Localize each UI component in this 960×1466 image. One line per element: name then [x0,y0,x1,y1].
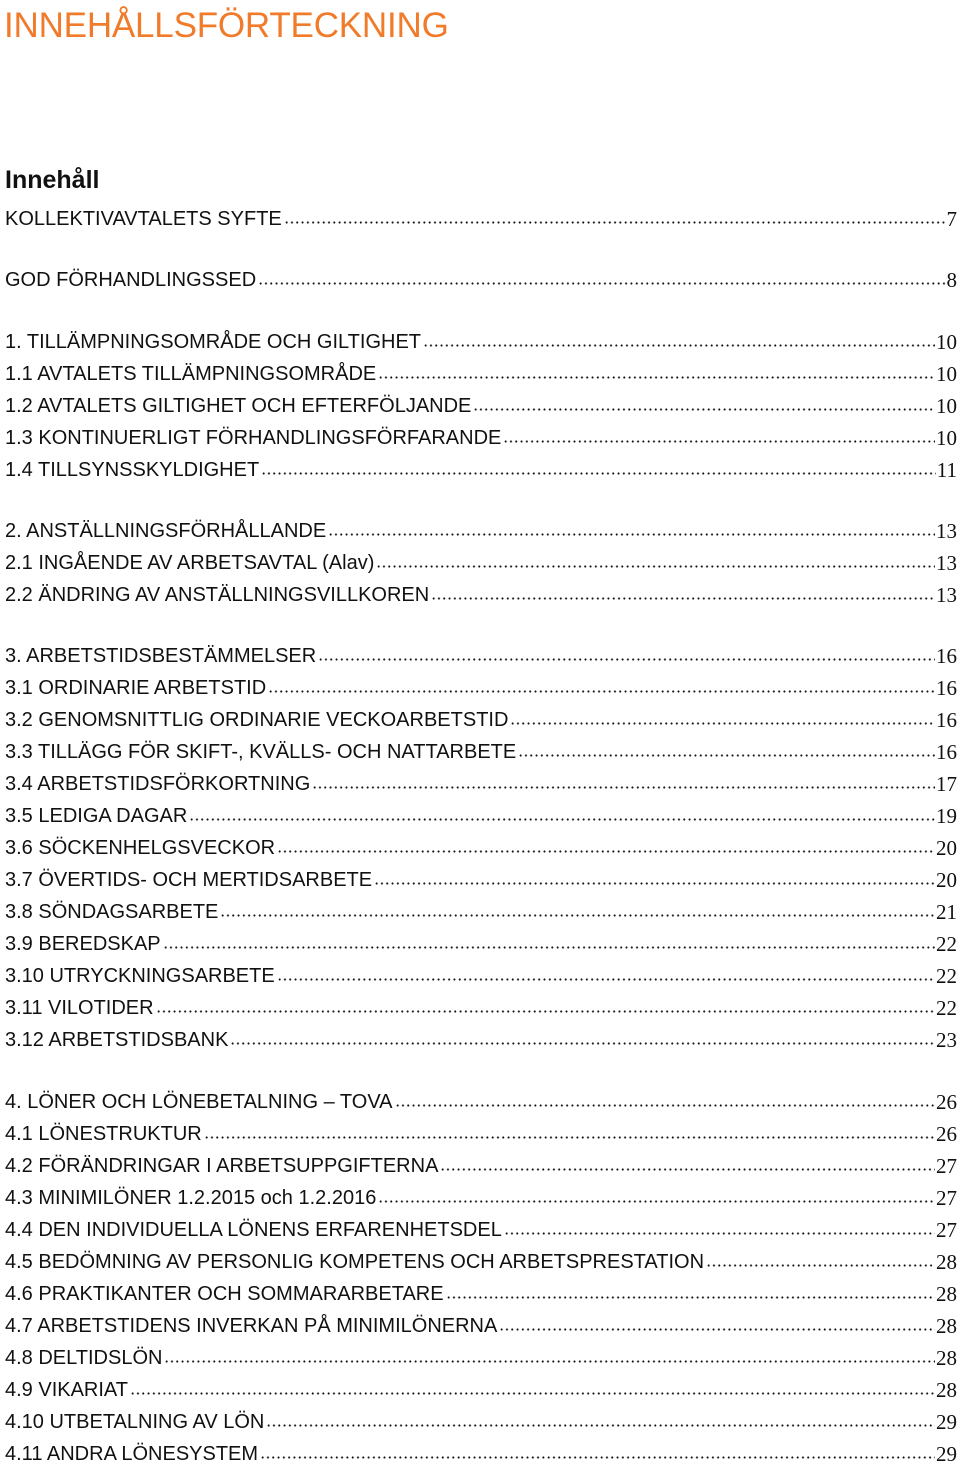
toc-dot-leader [163,945,935,950]
toc-page-number: 28 [936,1346,957,1370]
toc-entry[interactable] [5,547,957,575]
toc-entry[interactable] [5,928,957,956]
toc-dot-leader [277,849,935,854]
document-title: INNEHÅLLSFÖRTECKNING [4,6,449,45]
toc-entry-title: 4.2 FÖRÄNDRINGAR I ARBETSUPPGIFTERNA [5,1155,439,1177]
toc-entry[interactable] [5,896,957,924]
toc-dot-leader [378,375,935,380]
toc-entry[interactable] [5,768,957,796]
toc-entry-title: KOLLEKTIVAVTALETS SYFTE [5,208,282,230]
toc-page-number: 13 [936,519,957,543]
toc-entry[interactable] [5,422,957,450]
toc-page-number: 22 [936,932,957,956]
toc-entry[interactable] [5,515,957,543]
toc-entry[interactable] [5,1278,957,1306]
toc-dot-leader [499,1327,935,1332]
toc-entry-title: GOD FÖRHANDLINGSSED [5,269,257,291]
toc-entry[interactable] [5,992,957,1020]
toc-entry-title: 4. LÖNER OCH LÖNEBETALNING – TOVA [5,1091,393,1113]
toc-page-number: 27 [936,1218,957,1242]
toc-dot-leader [266,1423,935,1428]
toc-entry[interactable] [5,832,957,860]
toc-dot-leader [378,1199,935,1204]
toc-dot-leader [431,596,935,601]
toc-page-number: 28 [936,1282,957,1306]
toc-dot-leader [706,1263,935,1268]
toc-entry[interactable] [5,960,957,988]
toc-dot-leader [130,1391,935,1396]
toc-entry[interactable] [5,1374,957,1402]
toc-page-number: 7 [946,207,957,231]
toc-entry-title: 2.1 INGÅENDE AV ARBETSAVTAL (Alav) [5,552,375,574]
toc-entry[interactable] [5,579,957,607]
toc-entry[interactable] [5,800,957,828]
toc-entry-title: 3.5 LEDIGA DAGAR [5,805,188,827]
toc-page-number: 10 [936,426,957,450]
toc-page-number: 10 [936,394,957,418]
toc-dot-leader [318,657,935,662]
toc-dot-leader [268,689,935,694]
toc-page-number: 22 [936,964,957,988]
toc-page-number: 21 [936,900,957,924]
toc-dot-leader [258,281,945,286]
toc-page-number: 28 [936,1250,957,1274]
toc-dot-leader [504,1231,935,1236]
toc-entry-title: 3.11 VILOTIDER [5,997,154,1019]
toc-dot-leader [423,343,935,348]
toc-entry[interactable] [5,736,957,764]
toc-entry-title: 2.2 ÄNDRING AV ANSTÄLLNINGSVILLKOREN [5,584,430,606]
toc-entry[interactable] [5,358,957,386]
toc-page-number: 26 [936,1122,957,1146]
toc-dot-leader [328,532,935,537]
toc-dot-leader [503,439,935,444]
toc-entry-title: 3.7 ÖVERTIDS- OCH MERTIDSARBETE [5,869,373,891]
toc-entry[interactable] [5,390,957,418]
toc-entry-title: 3.2 GENOMSNITTLIG ORDINARIE VECKOARBETSTID [5,709,509,731]
toc-entry-title: 1.3 KONTINUERLIGT FÖRHANDLINGSFÖRFARANDE [5,427,502,449]
toc-entry-title: 4.3 MINIMILÖNER 1.2.2015 och 1.2.2016 [5,1187,377,1209]
toc-page-number: 28 [936,1378,957,1402]
toc-dot-leader [260,1455,935,1460]
toc-dot-leader [518,753,935,758]
toc-entry-title: 4.10 UTBETALNING AV LÖN [5,1411,265,1433]
toc-page-number: 17 [936,772,957,796]
toc-page-number: 10 [936,362,957,386]
toc-entry-title: 1. TILLÄMPNINGSOMRÅDE OCH GILTIGHET [5,331,421,353]
toc-entry[interactable] [5,264,957,292]
toc-entry[interactable] [5,326,957,354]
toc-dot-leader [261,471,936,476]
toc-dot-leader [156,1009,935,1014]
toc-dot-leader [446,1295,935,1300]
toc-entry-title: 4.5 BEDÖMNING AV PERSONLIG KOMPETENS OCH ARBETSPRESTATION [5,1251,705,1273]
toc-page-number: 16 [936,708,957,732]
toc-entry[interactable] [5,704,957,732]
toc-page-number: 23 [936,1028,957,1052]
toc-entry-title: 4.1 LÖNESTRUKTUR [5,1123,202,1145]
toc-heading: Innehåll [5,166,100,194]
toc-dot-leader [473,407,935,412]
toc-entry[interactable] [5,1024,957,1052]
toc-page-number: 16 [936,676,957,700]
toc-page-number: 8 [946,268,957,292]
toc-dot-leader [189,817,935,822]
toc-dot-leader [440,1167,935,1172]
toc-page-number: 29 [936,1410,957,1434]
toc-dot-leader [230,1041,935,1046]
toc-dot-leader [376,564,935,569]
toc-entry-title: 4.7 ARBETSTIDENS INVERKAN PÅ MINIMILÖNERNA [5,1315,498,1337]
toc-entry-title: 4.8 DELTIDSLÖN [5,1347,163,1369]
toc-page-number: 22 [936,996,957,1020]
toc-entry-title: 2. ANSTÄLLNINGSFÖRHÅLLANDE [5,520,327,542]
toc-entry[interactable] [5,864,957,892]
toc-page-number: 28 [936,1314,957,1338]
toc-dot-leader [395,1103,935,1108]
toc-entry[interactable] [5,454,957,482]
toc-entry[interactable] [5,1086,957,1114]
toc-entry[interactable] [5,1246,957,1274]
toc-entry[interactable] [5,640,957,668]
toc-dot-leader [220,913,935,918]
toc-entry-title: 3.4 ARBETSTIDSFÖRKORTNING [5,773,311,795]
toc-page-number: 16 [936,644,957,668]
toc-entry[interactable] [5,672,957,700]
toc-page-number: 20 [936,868,957,892]
toc-entry-title: 1.4 TILLSYNSSKYLDIGHET [5,459,260,481]
toc-entry-title: 3.8 SÖNDAGSARBETE [5,901,219,923]
toc-page-number: 27 [936,1154,957,1178]
toc-entry-title: 3. ARBETSTIDSBESTÄMMELSER [5,645,317,667]
toc-entry-title: 3.3 TILLÄGG FÖR SKIFT-, KVÄLLS- OCH NATTARBETE [5,741,517,763]
toc-dot-leader [510,721,935,726]
toc-entry-title: 4.9 VIKARIAT [5,1379,129,1401]
toc-entry-title: 1.1 AVTALETS TILLÄMPNINGSOMRÅDE [5,363,377,385]
toc-entry-title: 3.12 ARBETSTIDSBANK [5,1029,229,1051]
toc-dot-leader [374,881,935,886]
toc-entry-title: 4.6 PRAKTIKANTER OCH SOMMARARBETARE [5,1283,444,1305]
toc-page-number: 20 [936,836,957,860]
toc-entry[interactable] [5,1214,957,1242]
toc-entry-title: 4.11 ANDRA LÖNESYSTEM [5,1443,259,1465]
toc-entry[interactable] [5,1406,957,1434]
toc-page-number: 26 [936,1090,957,1114]
toc-page-number: 16 [936,740,957,764]
toc-page-number: 19 [936,804,957,828]
toc-entry[interactable] [5,1438,957,1466]
toc-entry[interactable] [5,1310,957,1338]
toc-entry-title: 3.1 ORDINARIE ARBETSTID [5,677,267,699]
toc-dot-leader [277,977,935,982]
toc-page-number: 29 [936,1442,957,1466]
toc-page-number: 13 [936,551,957,575]
toc-page-number: 13 [936,583,957,607]
toc-page-number: 10 [936,330,957,354]
toc-entry[interactable] [5,1150,957,1178]
toc-page-number: 11 [936,458,957,482]
toc-dot-leader [284,220,946,225]
toc-entry[interactable] [5,1118,957,1146]
toc-dot-leader [204,1135,935,1140]
toc-entry-title: 4.4 DEN INDIVIDUELLA LÖNENS ERFARENHETSDEL [5,1219,502,1241]
toc-dot-leader [164,1359,935,1364]
toc-entry-title: 3.6 SÖCKENHELGSVECKOR [5,837,276,859]
toc-entry-title: 3.10 UTRYCKNINGSARBETE [5,965,275,987]
toc-entry[interactable] [5,203,957,231]
toc-entry-title: 3.9 BEREDSKAP [5,933,161,955]
toc-entry-title: 1.2 AVTALETS GILTIGHET OCH EFTERFÖLJANDE [5,395,472,417]
toc-entry[interactable] [5,1342,957,1370]
toc-entry[interactable] [5,1182,957,1210]
toc-page-number: 27 [936,1186,957,1210]
toc-dot-leader [312,785,935,790]
